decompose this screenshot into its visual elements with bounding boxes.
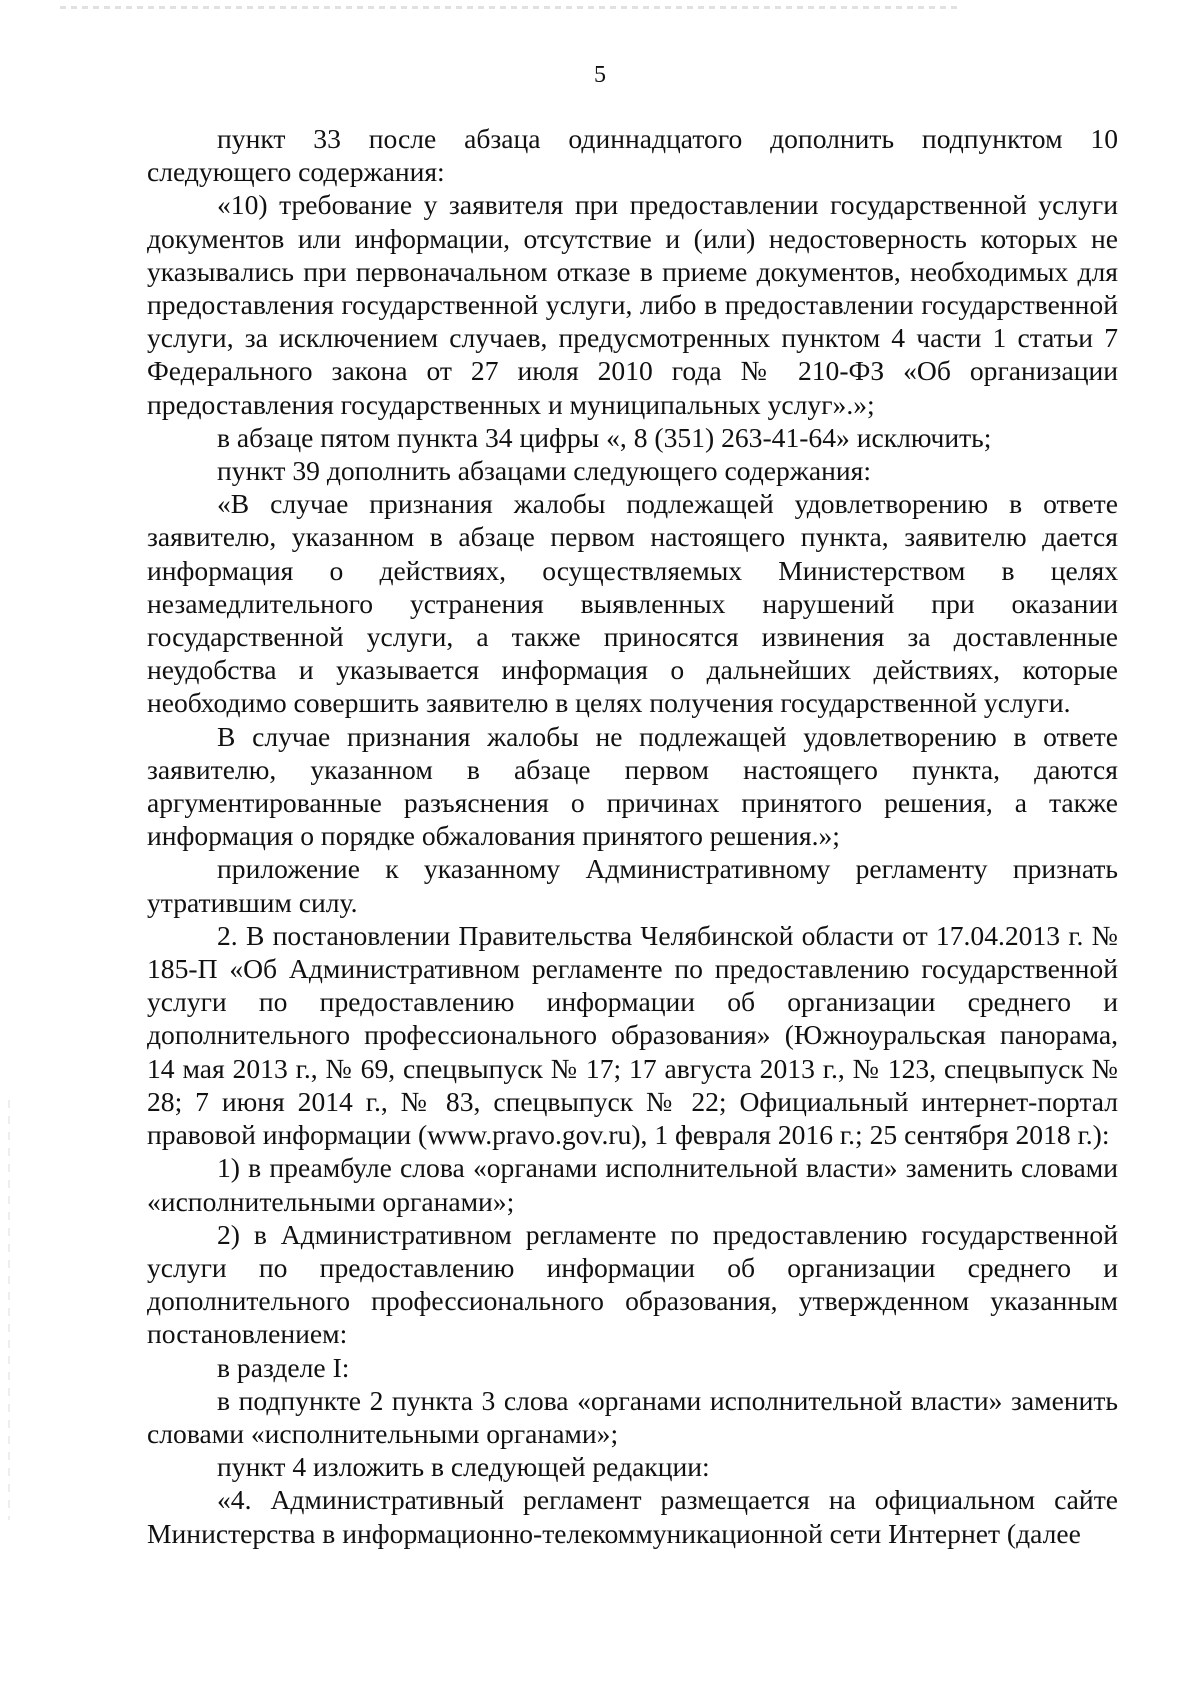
- document-body: [147, 122, 1118, 1550]
- scan-artifact-left: [8, 1100, 10, 1520]
- paragraph-complaint-satisfied: «В случае признания жалобы подлежащей удовлетворению в ответе заявителю, указанном в абзаце первом настоящего пункта, заявителю дается информация о действиях, осуществляемых Министерством в целях незамедлительного устранения выявленных нарушений при оказании государственной услуги, а также приносятся извинения за доставленные неудобства и указывается информация о дальнейших действиях, которые необходимо совершить заявителю в целях получения государственной услуги.: [147, 488, 1118, 719]
- paragraph-item-33: пункт 33 после абзаца одиннадцатого дополнить подпунктом 10 следующего содержания:: [147, 123, 1118, 188]
- paragraph-complaint-rejected: В случае признания жалобы не подлежащей удовлетворению в ответе заявителю, указанном в абзаце первом настоящего пункта, даются аргументированные разъяснения о причинах принятого решения, а также информация о порядке обжалования принятого решения.»;: [147, 720, 1118, 852]
- paragraph-section-2: 2. В постановлении Правительства Челябинской области от 17.04.2013 г. № 185-П «Об Административном регламенте по предоставлению государственной услуги по предоставлению информации об организации среднего и дополнительного профессионального образования» (Южноуральская панорама, 14 мая 2013 г., № 69, спецвыпуск № 17; 17 августа 2013 г., № 123, спецвыпуск № 28; 7 июня 2014 г., № 83, спецвыпуск № 22; Официальный интернет-портал правовой информации (www.pravo.gov.ru), 1 февраля 2016 г.; 25 сентября 2018 г.):: [147, 919, 1118, 1151]
- paragraph-preamble: 1) в преамбуле слова «органами исполнительной власти» заменить словами «исполнительными органами»;: [147, 1152, 1118, 1217]
- paragraph-item-39: пункт 39 дополнить абзацами следующего содержания:: [217, 455, 871, 487]
- scan-artifact-top: [60, 6, 960, 9]
- page-number: 5: [594, 62, 606, 88]
- paragraph-item-4-text: «4. Административный регламент размещается на официальном сайте Министерства в информационно-телекоммуникационной сети Интернет (далее: [147, 1484, 1118, 1549]
- paragraph-subitem-2: в подпункте 2 пункта 3 слова «органами исполнительной власти» заменить словами «исполнительными органами»;: [147, 1384, 1118, 1449]
- paragraph-item-34-phone: в абзаце пятом пункта 34 цифры «, 8 (351) 263-41-64» исключить;: [217, 421, 992, 453]
- paragraph-subitem-10: «10) требование у заявителя при предоставлении государственной услуги документов или информации, отсутствие и (или) недостоверность которых не указывались при первоначальном отказе в приеме документов, необходимых для предоставления государственной услуги, либо в предоставлении государственной услуги, за исключением случаев, предусмотренных пунктом 4 части 1 статьи 7 Федерального закона от 27 июля 2010 года № 210-ФЗ «Об организации предоставления государственных и муниципальных услуг».»;: [147, 189, 1118, 420]
- paragraph-regulation: 2) в Административном регламенте по предоставлению государственной услуги по предоставлению информации об организации среднего и дополнительного профессионального образования, утвержденном указанным постановлением:: [147, 1218, 1118, 1350]
- paragraph-section-i: в разделе I:: [217, 1351, 350, 1383]
- paragraph-item-4: пункт 4 изложить в следующей редакции:: [217, 1451, 710, 1483]
- paragraph-annex-void: приложение к указанному Административному регламенту признать утратившим силу.: [147, 853, 1118, 918]
